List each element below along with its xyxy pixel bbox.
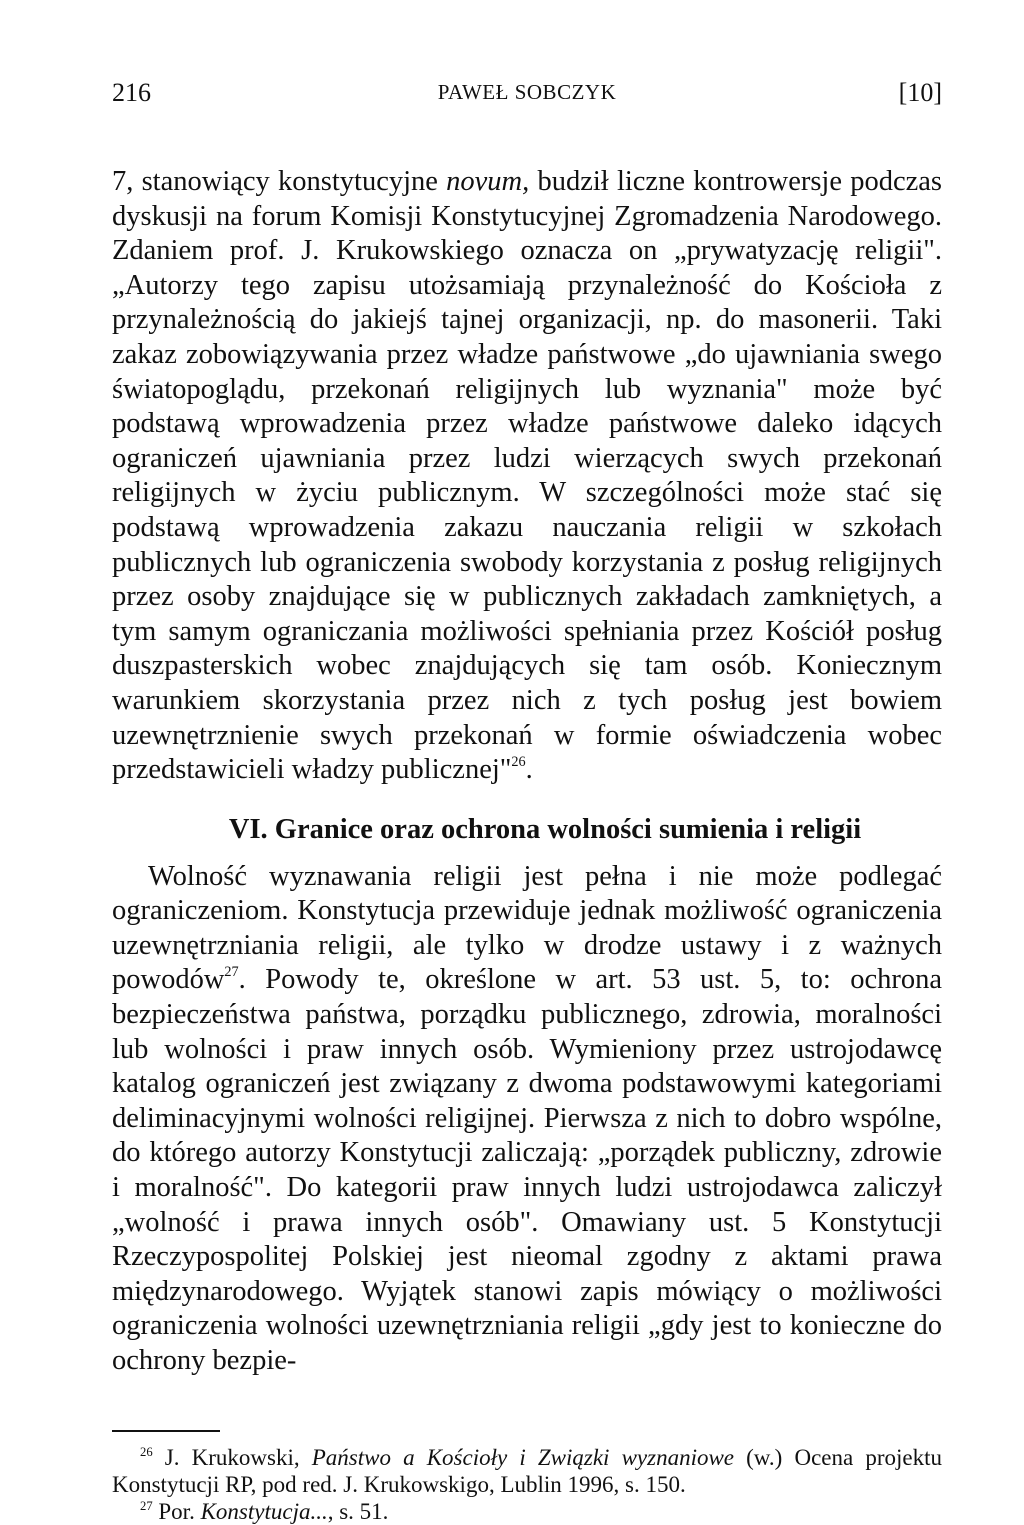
footnote-text: Por. xyxy=(152,1498,201,1524)
body-text xyxy=(112,165,942,1379)
paragraph-text: . Powody te, określone w art. 53 ust. 5, to: ochrona bezpieczeństwa państwa, porządku publicznego, zdrowia, moralności lub wolności i praw innych osób. Wymieniony przez ustrojodawcę katalog ograniczeń jest związany z dwoma podstawowymi kategoriami deliminacyjnymi wolności religijnej. Pierwsza z nich to dobro wspólne, do którego autorzy Konstytucji zaliczają: „porządek publiczny, zdrowie i moralność". Do kategorii praw innych ludzi ustrojodawca zaliczył „wolność i prawa innych osób". Omawiany ust. 5 Konstytucji Rzeczypospolitej Polskiej jest nieomal zgodny z aktami prawa międzynarodowego. Wyjątek stanowi zapis mówiący o możliwości ograniczenia wolności uzewnętrzniania religii „gdy jest to konieczne do ochrony bezpie- xyxy=(112,964,942,1376)
footnote-text: , s. 51. xyxy=(327,1498,389,1524)
footnotes xyxy=(112,1444,942,1525)
footnote-number: 26 xyxy=(140,1444,153,1459)
page xyxy=(112,78,942,1525)
footnote-text: (w.) Ocena projektu Konstytucji RP, pod red. J. Krukowskigo, Lublin 1996, s. 150. xyxy=(112,1444,942,1497)
paragraph-text: . xyxy=(525,754,533,786)
section-marker: [10] xyxy=(898,78,942,107)
footnote-number: 27 xyxy=(140,1498,153,1513)
paragraph xyxy=(112,860,942,1379)
footnote-27 xyxy=(112,1498,942,1525)
footnote-title: Konstytucja... xyxy=(200,1498,328,1524)
footnote-title: Państwo a Kościoły i Związki wyznaniowe xyxy=(311,1444,735,1470)
section-heading: VI. Granice oraz ochrona wolności sumienia i religii xyxy=(228,813,862,845)
running-head-author: PAWEŁ SOBCZYK xyxy=(437,80,617,104)
footnote-26 xyxy=(112,1444,942,1498)
page-number: 216 xyxy=(112,78,151,107)
running-head xyxy=(112,78,942,112)
footnote-ref-27: 27 xyxy=(224,964,239,981)
footnote-text: J. Krukowski, xyxy=(152,1444,312,1470)
italic-term: novum, xyxy=(446,166,530,197)
footnote-ref-26: 26 xyxy=(511,753,526,770)
paragraph-text: Wolność wyznawania religii jest pełna i nie może podlegać ograniczeniom. Konstytucja przewiduje jednak możliwość ograniczenia uzewnętrzniania religii, ale tylko w drodze ustawy i z ważnych powodów xyxy=(112,860,942,996)
footnote-divider xyxy=(112,1430,220,1432)
paragraph-text: 7, stanowiący konstytucyjne xyxy=(112,166,447,197)
paragraph-continued xyxy=(112,165,942,788)
paragraph-text: budził liczne kontrowersje podczas dyskusji na forum Komisji Konstytucyjnej Zgromadzenia Narodowego. Zdaniem prof. J. Krukowskiego oznacza on „prywatyzację religii". „Autorzy tego zapisu utożsamiają przynależność do Kościoła z przynależnością do jakiejś tajnej organizacji, np. do masonerii. Taki zakaz zobowiązywania przez władze państwowe „do ujawniania swego światopoglądu, przekonań religijnych lub wyznania" może być podstawą wprowadzenia przez władze państwowe daleko idących ograniczeń ujawniania przez ludzi wierzących swych przekonań religijnych w życiu publicznym. W szczególności może stać się podstawą wprowadzenia zakazu nauczania religii w szkołach publicznych lub ograniczenia swobody korzystania z posług religijnych przez osoby znajdujące się w publicznych zakładach zamkniętych, a tym samym ograniczania możliwości spełniania przez Kościół posług duszpasterskich wobec znajdujących się tam osób. Koniecznym warunkiem skorzystania przez nich z tych posług jest bowiem uzewnętrznienie swych przekonań w formie oświadczenia wobec przedstawicieli władzy publicznej" xyxy=(112,166,943,786)
